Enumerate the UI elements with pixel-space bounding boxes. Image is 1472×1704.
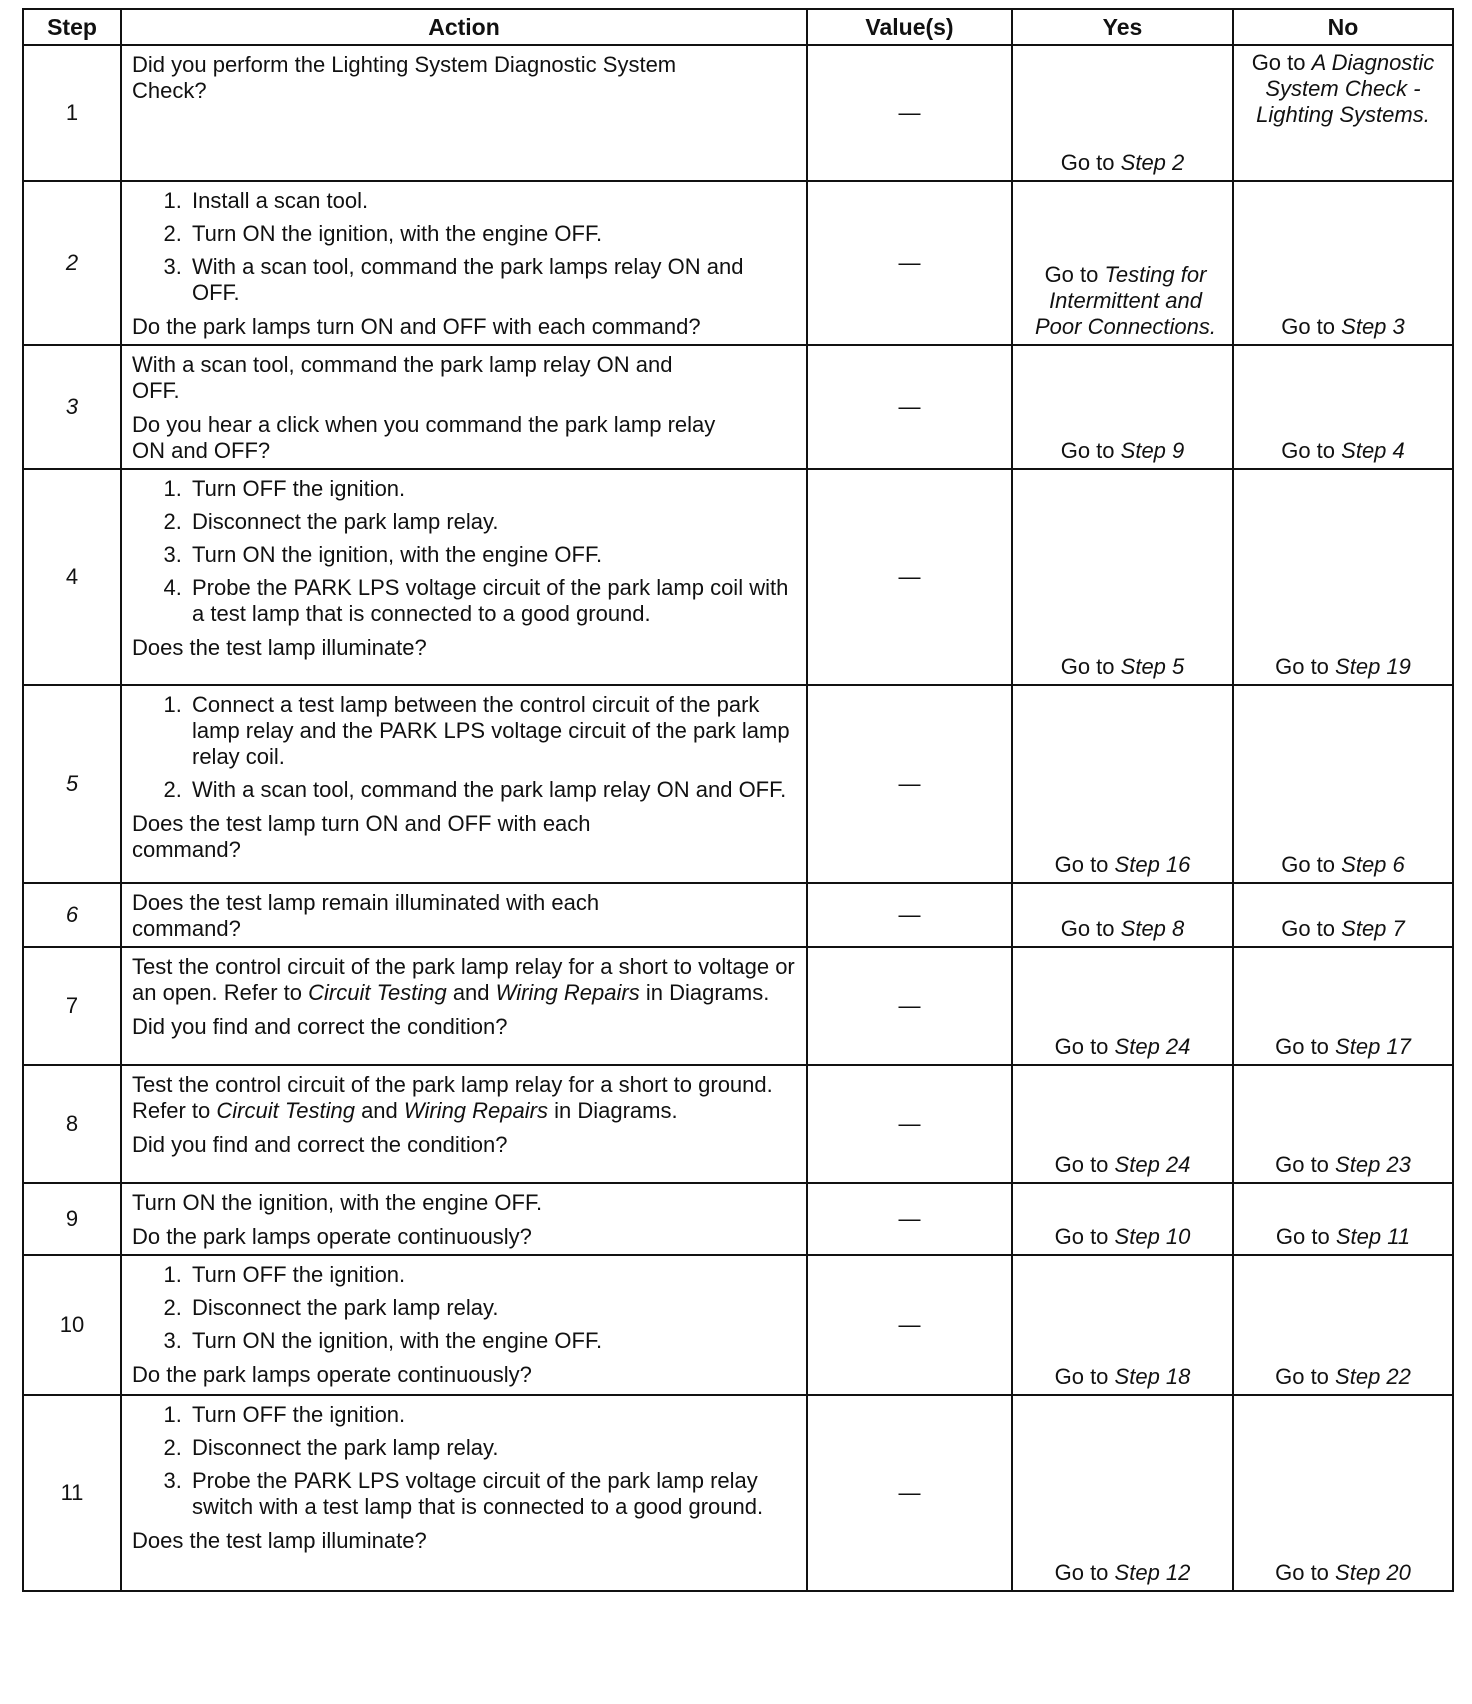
action-text: Did you perform the Lighting System Diagnostic System Check? xyxy=(132,52,677,103)
goto-label: Go to xyxy=(1044,262,1099,287)
table-row xyxy=(23,469,1453,685)
value-dash: — xyxy=(898,394,921,419)
yes-target: Step 18 xyxy=(1114,1364,1191,1389)
table-row xyxy=(23,1255,1453,1395)
no-target: Step 17 xyxy=(1335,1034,1411,1059)
action-text: Test the control circuit of the park lamp relay for a short to voltage or an open. Refer to Circuit Testing and Wiring Repairs in Diagrams. xyxy=(132,954,795,1005)
value-cell xyxy=(807,1395,1012,1591)
goto-label: Go to xyxy=(1054,1364,1109,1389)
yes-cell xyxy=(1012,947,1233,1065)
value-dash: — xyxy=(898,1206,921,1231)
no-target: Step 22 xyxy=(1335,1364,1411,1389)
action-cell xyxy=(121,1183,807,1255)
goto-label: Go to xyxy=(1275,1034,1329,1059)
step-number: 7 xyxy=(23,947,121,1065)
value-dash: — xyxy=(898,902,921,927)
action-step: 3. Probe the PARK LPS voltage circuit of the park lamp relay switch with a test lamp that is connected to a good ground. xyxy=(188,1468,796,1520)
yes-target: Step 16 xyxy=(1114,852,1191,877)
no-target: Step 23 xyxy=(1335,1152,1411,1177)
table-row xyxy=(23,883,1453,947)
goto-label: Go to xyxy=(1054,852,1109,877)
action-step: 1. Turn OFF the ignition. xyxy=(188,476,796,502)
step-number: 5 xyxy=(23,685,121,883)
yes-cell xyxy=(1012,883,1233,947)
goto-label: Go to xyxy=(1251,50,1306,75)
value-dash: — xyxy=(898,771,921,796)
step-number: 9 xyxy=(23,1183,121,1255)
yes-target: Step 12 xyxy=(1114,1560,1191,1585)
no-cell xyxy=(1233,1255,1453,1395)
yes-cell xyxy=(1012,1065,1233,1183)
goto-label: Go to xyxy=(1275,1152,1329,1177)
action-step: 4. Probe the PARK LPS voltage circuit of the park lamp coil with a test lamp that is connected to a good ground. xyxy=(188,575,796,627)
value-cell xyxy=(807,1255,1012,1395)
action-steps xyxy=(132,1262,796,1354)
table-row xyxy=(23,45,1453,181)
no-cell xyxy=(1233,1395,1453,1591)
action-step: 1. Turn OFF the ignition. xyxy=(188,1402,796,1428)
no-target: Step 20 xyxy=(1335,1560,1411,1585)
yes-cell xyxy=(1012,1255,1233,1395)
action-cell xyxy=(121,1255,807,1395)
action-question: Did you find and correct the condition? xyxy=(132,1014,508,1039)
goto-label: Go to xyxy=(1060,150,1115,175)
goto-label: Go to xyxy=(1054,1152,1109,1177)
yes-cell xyxy=(1012,45,1233,181)
header-values: Value(s) xyxy=(807,9,1012,45)
no-target: Step 3 xyxy=(1341,314,1405,339)
action-question: Does the test lamp illuminate? xyxy=(132,635,427,660)
action-text: Turn ON the ignition, with the engine OFF. xyxy=(132,1190,543,1215)
goto-label: Go to xyxy=(1054,1224,1109,1249)
action-step: 3. Turn ON the ignition, with the engine OFF. xyxy=(188,1328,796,1354)
action-cell xyxy=(121,345,807,469)
no-cell xyxy=(1233,181,1453,345)
action-steps xyxy=(132,1402,796,1520)
step-number: 3 xyxy=(23,345,121,469)
header-action: Action xyxy=(121,9,807,45)
action-question: Did you find and correct the condition? xyxy=(132,1132,508,1157)
value-cell xyxy=(807,469,1012,685)
yes-target: Step 5 xyxy=(1120,654,1185,679)
value-cell xyxy=(807,883,1012,947)
action-question: Do you hear a click when you command the park lamp relay ON and OFF? xyxy=(132,412,716,463)
yes-target: Step 2 xyxy=(1120,150,1185,175)
yes-cell xyxy=(1012,181,1233,345)
no-cell xyxy=(1233,883,1453,947)
goto-label: Go to xyxy=(1281,314,1336,339)
goto-label: Go to xyxy=(1054,1560,1109,1585)
action-step: 2. With a scan tool, command the park lamp relay ON and OFF. xyxy=(188,777,796,803)
action-cell xyxy=(121,947,807,1065)
action-step: 2. Turn ON the ignition, with the engine OFF. xyxy=(188,221,796,247)
action-step: 2. Disconnect the park lamp relay. xyxy=(188,509,796,535)
table-row xyxy=(23,181,1453,345)
no-cell xyxy=(1233,345,1453,469)
step-number: 6 xyxy=(23,883,121,947)
yes-target: Step 24 xyxy=(1114,1152,1191,1177)
table-row xyxy=(23,685,1453,883)
action-step: 3. Turn ON the ignition, with the engine OFF. xyxy=(188,542,796,568)
no-cell xyxy=(1233,45,1453,181)
value-cell xyxy=(807,947,1012,1065)
value-dash: — xyxy=(898,100,921,125)
action-question: Does the test lamp turn ON and OFF with each command? xyxy=(132,811,591,862)
yes-cell xyxy=(1012,1183,1233,1255)
action-step: 1. Turn OFF the ignition. xyxy=(188,1262,796,1288)
table-row xyxy=(23,947,1453,1065)
value-cell xyxy=(807,1183,1012,1255)
value-cell xyxy=(807,181,1012,345)
no-target: Step 4 xyxy=(1341,438,1405,463)
goto-label: Go to xyxy=(1281,852,1336,877)
action-cell xyxy=(121,469,807,685)
table-row xyxy=(23,1395,1453,1591)
yes-cell xyxy=(1012,685,1233,883)
action-text: Test the control circuit of the park lamp relay for a short to ground. Refer to Circuit Testing and Wiring Repairs in Diagrams. xyxy=(132,1072,773,1123)
no-target: Step 6 xyxy=(1341,852,1405,877)
table-row xyxy=(23,345,1453,469)
action-step: 2. Disconnect the park lamp relay. xyxy=(188,1295,796,1321)
action-step: 3. With a scan tool, command the park lamps relay ON and OFF. xyxy=(188,254,796,306)
step-number: 8 xyxy=(23,1065,121,1183)
value-dash: — xyxy=(898,1480,921,1505)
header-no: No xyxy=(1233,9,1453,45)
header-step: Step xyxy=(23,9,121,45)
action-cell xyxy=(121,1395,807,1591)
no-cell xyxy=(1233,685,1453,883)
action-text: With a scan tool, command the park lamp relay ON and OFF. xyxy=(132,352,673,403)
yes-target: Step 24 xyxy=(1114,1034,1191,1059)
goto-label: Go to xyxy=(1281,438,1336,463)
action-step: 1. Connect a test lamp between the control circuit of the park lamp relay and the PARK LPS voltage circuit of the park lamp relay coil. xyxy=(188,692,796,770)
value-cell xyxy=(807,685,1012,883)
yes-target: Step 9 xyxy=(1120,438,1185,463)
action-cell xyxy=(121,45,807,181)
yes-cell xyxy=(1012,1395,1233,1591)
goto-label: Go to xyxy=(1060,654,1115,679)
no-target: A Diagnostic System Check - Lighting Systems. xyxy=(1256,50,1435,127)
no-target: Step 11 xyxy=(1335,1224,1411,1249)
action-step: 1. Install a scan tool. xyxy=(188,188,796,214)
action-cell xyxy=(121,181,807,345)
step-number: 2 xyxy=(23,181,121,345)
goto-label: Go to xyxy=(1275,1560,1329,1585)
value-dash: — xyxy=(898,564,921,589)
action-step: 2. Disconnect the park lamp relay. xyxy=(188,1435,796,1461)
yes-cell xyxy=(1012,345,1233,469)
header-yes: Yes xyxy=(1012,9,1233,45)
no-target: Step 7 xyxy=(1341,916,1405,941)
yes-target: Step 8 xyxy=(1120,916,1185,941)
action-question: Does the test lamp illuminate? xyxy=(132,1528,427,1553)
no-cell xyxy=(1233,469,1453,685)
value-dash: — xyxy=(898,250,921,275)
no-target: Step 19 xyxy=(1335,654,1411,679)
goto-label: Go to xyxy=(1275,1364,1329,1389)
action-cell xyxy=(121,685,807,883)
step-number: 10 xyxy=(23,1255,121,1395)
action-cell xyxy=(121,883,807,947)
no-cell xyxy=(1233,1183,1453,1255)
action-question: Do the park lamps turn ON and OFF with each command? xyxy=(132,314,701,339)
action-cell xyxy=(121,1065,807,1183)
table-row xyxy=(23,1183,1453,1255)
value-dash: — xyxy=(898,1111,921,1136)
action-steps xyxy=(132,188,796,306)
action-steps xyxy=(132,476,796,627)
action-steps xyxy=(132,692,796,803)
step-number: 11 xyxy=(23,1395,121,1591)
goto-label: Go to xyxy=(1275,654,1329,679)
table-row xyxy=(23,1065,1453,1183)
goto-label: Go to xyxy=(1054,1034,1109,1059)
diagnostic-table xyxy=(22,8,1454,1592)
goto-label: Go to xyxy=(1281,916,1336,941)
value-dash: — xyxy=(898,1312,921,1337)
goto-label: Go to xyxy=(1060,438,1115,463)
action-question: Do the park lamps operate continuously? xyxy=(132,1224,532,1249)
header-row xyxy=(23,9,1453,45)
no-cell xyxy=(1233,1065,1453,1183)
no-cell xyxy=(1233,947,1453,1065)
step-number: 1 xyxy=(23,45,121,181)
value-cell xyxy=(807,345,1012,469)
action-question: Does the test lamp remain illuminated with each command? xyxy=(132,890,600,941)
step-number: 4 xyxy=(23,469,121,685)
value-cell xyxy=(807,45,1012,181)
goto-label: Go to xyxy=(1060,916,1115,941)
yes-target: Step 10 xyxy=(1114,1224,1191,1249)
diagnostic-table-page xyxy=(22,8,1452,1592)
value-cell xyxy=(807,1065,1012,1183)
value-dash: — xyxy=(898,993,921,1018)
action-question: Do the park lamps operate continuously? xyxy=(132,1362,532,1387)
yes-cell xyxy=(1012,469,1233,685)
goto-label: Go to xyxy=(1275,1224,1330,1249)
yes-target: Testing for Intermittent and Poor Connections. xyxy=(1035,262,1216,339)
